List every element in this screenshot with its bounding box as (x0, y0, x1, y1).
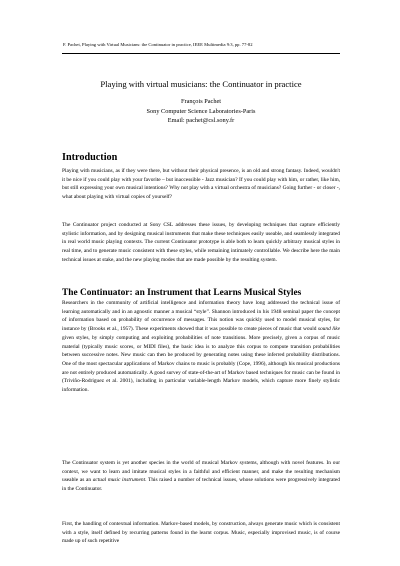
citation-text: F. Pachet, Playing with Virtual Musicians: the Continuator in practice, IEEE Multimedia 9:3, pp. 77-82 (63, 42, 253, 47)
paragraph-text-tail: given styles, by simply computing and exploiting probabilities of note transitions. More precisely, given a corpus of music material (typically music scores, or MIDI files), the basic idea is to analyze this corpus to compute transition probabilities between successive notes. New music can then be produced by generating notes using these inferred probability distributions. One of the most spectacular applications of Markov chains to music is probably (Cope, 1996), although his musical productions are not entirely produced automatically. A good survey of state-of-the-art of Markov based techniques for music can be found in (Triviño-Rodriguez et al. 2001), including in particular variable-length Markov models, which capture more finely stylistic information. (62, 334, 340, 394)
continuator-paragraph-1 (62, 299, 340, 395)
intro-paragraph-1: Playing with musicians, as if they were there, but without their physical presence, is an old and strong fantasy. Indeed, wouldn't it be nice if you could play with your favorite – but inaccessible - Jazz musician? If you could play with him, or rather, like him, but still expressing your own musical intentions? Why not play with a virtual orchestra of musicians? Going further - or closer -, what about playing with virtual copies of yourself? (62, 168, 340, 201)
author-name: François Pachet (180, 98, 222, 105)
intro-paragraph-2: The Continuator project conducted at Sony CSL addresses these issues, by developing techniques that capture efficiently stylistic information, and by designing musical instruments that make these techniques easily useable, and seamlessly integrated in real world music playing contexts. The current Continuator prototype is able both to learn quickly arbitrary musical styles in real time, and to generate music consistent with these styles, while remaining intimately controllable. We describe here the main technical issues at stake, and the new playing modes that are made possible by the resulting system. (62, 222, 340, 263)
continuator-paragraph-2 (62, 459, 340, 494)
emphasis-text: actual music instrument (92, 477, 146, 484)
author-email: Email: pachet@csl.sony.fr (167, 117, 235, 125)
author-block (62, 97, 340, 126)
author-affiliation: Sony Computer Science Laboratories-Paris (146, 107, 256, 115)
paper-title: Playing with virtual musicians: the Continuator in practice (100, 79, 302, 89)
continuator-paragraph-3: First, the handling of contextual information. Markov-based models, by construction, always generate music which is consistent with a style, itself defined by recurring patterns found in the learnt corpus. Music, especially improvised music, is of course made up of such repetitive (62, 521, 340, 545)
paragraph-text: Researchers in the community of artificial intelligence and information theory have long addressed the technical issue of learning automatically and in an agnostic manner a musical “style”. Shannon introduced in his 1948 seminal paper the concept of information based on probability of occurrence of messages. This notion was quickly used to model musical styles, for instance by (Brooks et al., 1957). These experiments showed that it was possible to create pieces of music that would (62, 300, 340, 333)
section-heading-introduction: Introduction (62, 152, 118, 163)
paragraph-text: The Continuator system is yet another species in the world of musical Markov systems, although with novel features. In our context, we want to learn and imitate musical styles in a faithful and efficient manner, and make the resulting mechanism useable as an (62, 460, 340, 484)
section-heading-continuator: The Continuator: an Instrument that Learns Musical Styles (62, 288, 302, 298)
paragraph-text-tail: . This raised a number of technical issues, whose solutions were progressively integrated in the Continuator. (62, 477, 340, 493)
emphasis-text: sound like (317, 326, 340, 333)
running-header (63, 42, 353, 48)
header-rule (62, 53, 340, 54)
